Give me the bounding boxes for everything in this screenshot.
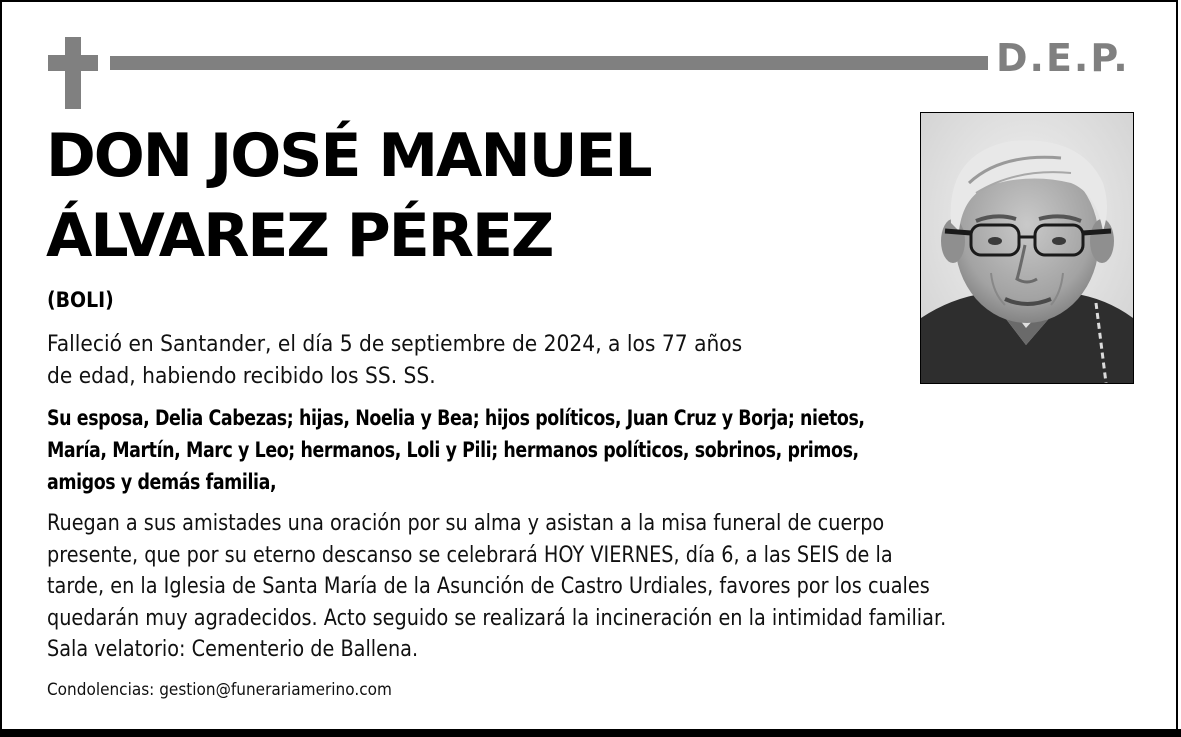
death-notice xyxy=(47,329,838,393)
ceremony-line: tarde, en la Iglesia de Santa María de la Asunción de Castro Urdiales, favores por los cuales xyxy=(47,574,930,599)
header-rule xyxy=(110,56,988,70)
family-list xyxy=(47,402,985,498)
ceremony-line: quedarán muy agradecidos. Acto seguido se realizará la incineración en la intimidad familiar. xyxy=(47,605,947,631)
cross-icon xyxy=(48,37,98,109)
dep-label: D.E.P. xyxy=(996,36,1130,80)
deceased-name-line-2: ÁLVAREZ PÉREZ xyxy=(46,201,553,271)
condolences-contact: Condolencias: gestion@funerariamerino.com xyxy=(47,680,392,700)
deceased-nickname: (BOLI) xyxy=(47,288,114,312)
death-notice-line: Falleció en Santander, el día 5 de septiembre de 2024, a los 77 años xyxy=(47,332,743,357)
family-line: Su esposa, Delia Cabezas; hijas, Noelia y Bea; hijos políticos, Juan Cruz y Borja; nietos, xyxy=(47,406,865,430)
ceremony-notice xyxy=(47,508,1036,666)
family-line: María, Martín, Marc y Leo; hermanos, Loli y Pili; hermanos políticos, sobrinos, primos, xyxy=(47,438,859,462)
family-line: amigos y demás familia, xyxy=(47,470,277,494)
ceremony-line: presente, que por su eterno descanso se celebrará HOY VIERNES, día 6, a las SEIS de la xyxy=(47,542,893,568)
ceremony-line: Ruegan a sus amistades una oración por su alma y asistan a la misa funeral de cuerpo xyxy=(47,511,885,536)
bottom-rule xyxy=(0,729,1181,737)
deceased-portrait xyxy=(920,112,1134,384)
deceased-name-line-1: DON JOSÉ MANUEL xyxy=(46,121,651,191)
death-notice-line: de edad, habiendo recibido los SS. SS. xyxy=(47,364,436,389)
ceremony-line: Sala velatorio: Cementerio de Ballena. xyxy=(47,637,419,662)
deceased-name xyxy=(46,116,906,276)
